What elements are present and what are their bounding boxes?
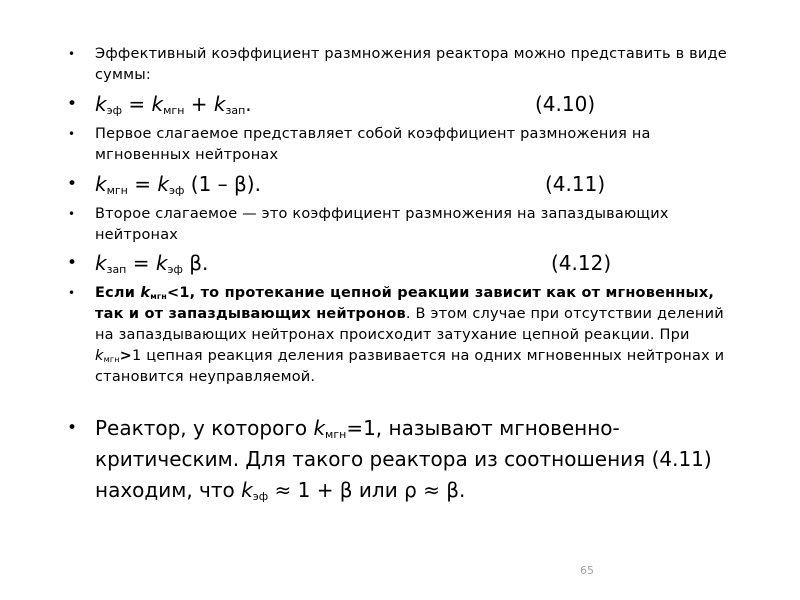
bullet-icon: • [67,174,78,194]
equation-4-10: • $k_{эф} = k_{мгн} + k_{зап}$. (4.10) [67,92,596,117]
bullet-icon: • [67,418,78,438]
equation-number: (4.12) [551,251,612,275]
equation-number: (4.10) [535,92,596,116]
equation-4-11: • $k_{мгн} = k_{эф}$ (1 – β). (4.11) [67,172,606,197]
bullet-icon: • [68,286,76,300]
bullet-text: Второе слагаемое — это коэффициент размножения на запаздывающих нейтронах [95,206,669,243]
bullet-first-term [68,124,735,166]
page-number: 65 [580,564,594,577]
equation-number: (4.11) [545,172,606,196]
bullet-effective-coefficient [68,44,735,86]
bullet-icon: • [68,127,76,141]
bullet-icon: • [67,94,78,114]
equation-4-12: • $k_{зап} = k_{эф}$ β. (4.12) [67,251,612,276]
bullet-second-term [68,204,735,246]
bullet-icon: • [68,47,76,61]
bullet-prompt-critical: • Реактор, у которого $k_{мгн}=1$, называют мгновенно-критическим. Для такого реактора из соотношения (4.11) находим, что $k_{эф} \approx 1 + \beta$ или ρ ≈ β. [95,413,735,506]
bullet-text: Первое слагаемое представляет собой коэффициент размножения на мгновенных нейтронах [95,126,651,163]
bullet-icon: • [68,207,76,221]
bullet-text: Эффективный коэффициент размножения реактора можно представить в виде суммы: [95,46,727,83]
bullet-icon: • [67,253,78,273]
bullet-kmgn-less-than-one: • Если $k_{мгн}<1$, то протекание цепной реакции зависит как от мгновенных, так и от запаздывающих нейтронов. В этом случае при отсутствии делений на запаздывающих нейтронах происходит затухание цепной реакции. При $k_{мгн}>1$ цепная реакция деления развивается на одних мгновенных нейтронах и становится неуправляемой. [68,285,725,385]
